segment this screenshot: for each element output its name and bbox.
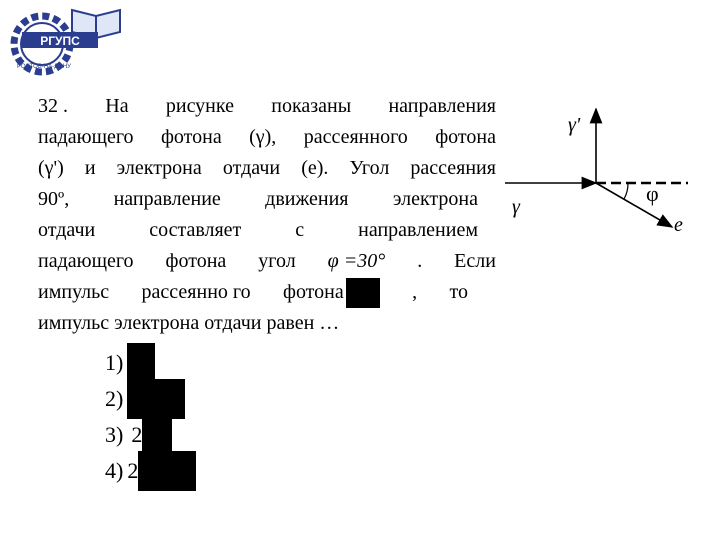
answer-option-3[interactable] xyxy=(105,417,196,453)
word: направления xyxy=(388,95,496,117)
word: Угол xyxy=(349,157,390,179)
word: фотона xyxy=(165,250,227,272)
answer-option-2[interactable] xyxy=(105,381,196,417)
word: угол xyxy=(258,250,296,272)
question-line-5 xyxy=(38,215,478,246)
question-text xyxy=(38,91,496,339)
redaction-block xyxy=(346,278,380,308)
word: (e). xyxy=(301,157,329,179)
word: Если xyxy=(454,250,496,272)
redaction-block xyxy=(142,415,172,455)
word: (γ') xyxy=(38,157,64,179)
logo-ring-text: РОСТОВ-НА-ДОНУ xyxy=(17,64,71,70)
word: электрона xyxy=(392,188,478,210)
angle-value: φ =30° xyxy=(327,250,386,272)
word: составляет xyxy=(149,219,242,241)
angle-arc xyxy=(624,183,628,199)
word: импульс xyxy=(38,281,110,303)
answer-value: 2 xyxy=(131,422,143,447)
university-logo xyxy=(4,2,134,80)
incident-photon-label: γ xyxy=(512,196,520,218)
word: фотона xyxy=(435,126,496,148)
word: (γ), xyxy=(249,126,277,148)
angle-label: φ xyxy=(646,181,659,206)
word: с xyxy=(295,219,305,241)
scattering-diagram xyxy=(500,95,710,245)
answer-option-4[interactable] xyxy=(105,453,196,489)
electron-label: e xyxy=(674,214,683,236)
word: направлением xyxy=(358,219,478,241)
word: то xyxy=(449,281,468,303)
word: рисунке xyxy=(165,95,234,117)
question-line-4 xyxy=(38,184,478,215)
word: отдачи xyxy=(222,157,281,179)
redaction-block xyxy=(127,343,155,383)
answer-option-1[interactable] xyxy=(105,345,196,381)
answer-label: 2) xyxy=(105,386,124,411)
answer-options xyxy=(105,345,196,489)
answer-label: 4) xyxy=(105,458,124,483)
redaction-block xyxy=(138,451,196,491)
word: фотона xyxy=(282,281,344,303)
question-line-3 xyxy=(38,153,496,184)
electron-arrow xyxy=(596,183,672,227)
redaction-block xyxy=(127,379,185,419)
answer-label: 1) xyxy=(105,350,124,375)
word: падающего xyxy=(38,250,134,272)
word: , xyxy=(412,281,418,303)
question-line-7 xyxy=(38,277,468,308)
redacted-formula xyxy=(283,277,380,308)
word: рассеяния xyxy=(410,157,496,179)
word: фотона xyxy=(160,126,222,148)
word: показаны xyxy=(271,95,352,117)
word: отдачи xyxy=(38,219,96,241)
question-line-6 xyxy=(38,246,496,277)
logo-text: РГУПС xyxy=(40,34,80,48)
answer-label: 3) xyxy=(105,422,124,447)
scattered-photon-label: γ' xyxy=(568,114,581,136)
word: На xyxy=(105,95,129,117)
word: 90º, xyxy=(38,188,70,210)
question-line-1 xyxy=(38,91,496,122)
word: рассеянно го xyxy=(141,281,251,303)
word: падающего xyxy=(38,126,134,148)
word: электрона xyxy=(116,157,202,179)
answer-value: 2 xyxy=(127,458,139,483)
word: и xyxy=(84,157,96,179)
word: импульс электрона отдачи равен … xyxy=(38,312,340,334)
question-line-2 xyxy=(38,122,496,153)
question-number: 32 . xyxy=(38,95,68,117)
word: направление xyxy=(113,188,221,210)
question-line-8 xyxy=(38,308,496,339)
word: движения xyxy=(265,188,349,210)
word: . xyxy=(417,250,423,272)
word: рассеянного xyxy=(303,126,408,148)
